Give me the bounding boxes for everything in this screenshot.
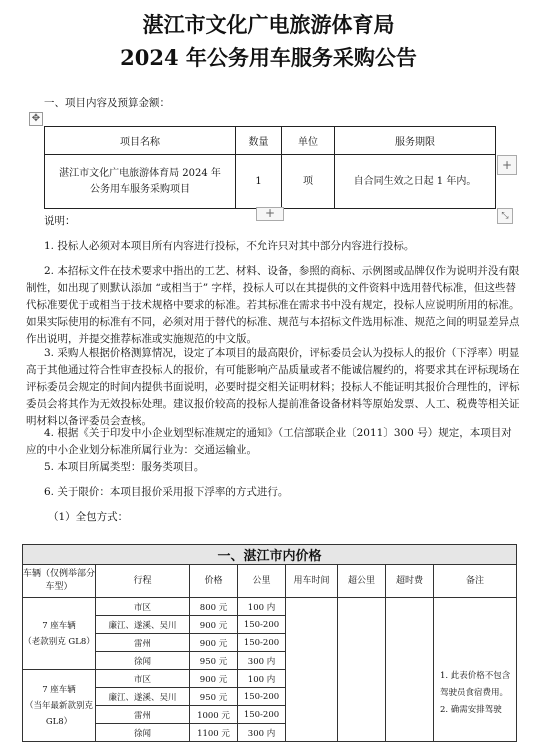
note-paragraph-4: 4. 根据《关于印发中小企业划型标准规定的通知》（工信部联企业〔2011〕300 号）规定，本项目对应的中小企业划分标准所属行业为：交通运输业。 [26,427,512,456]
note-paragraph-5: 5. 本项目所属类型：服务类项目。 [44,461,205,473]
use-time-cell [286,598,338,742]
km-cell: 150-200 [238,616,286,634]
remark-cell: 1. 此表价格不包含驾驶员食宿费用。 2. 确需安排驾驶 [434,598,517,742]
price-header-overtime-fee: 超时费 [386,565,434,598]
km-cell: 150-200 [238,634,286,652]
price-header-remark: 备注 [434,565,517,598]
route-cell: 市区 [96,598,190,616]
price-cell: 1100 元 [190,724,238,742]
km-cell: 100 内 [238,670,286,688]
note-paragraph-7: （1）全包方式： [48,511,129,523]
table-move-handle-icon[interactable]: ✥ [29,112,43,126]
route-cell: 雷州 [96,706,190,724]
col-header-name: 项目名称 [45,127,236,155]
route-cell: 徐闻 [96,652,190,670]
project-table [44,126,496,209]
price-cell: 800 元 [190,598,238,616]
price-header-vehicle: 车辆（仅例举部分车型） [23,565,96,598]
note-paragraph-1: 1. 投标人必须对本项目所有内容进行投标，不允许只对其中部分内容进行投标。 [44,240,415,252]
route-cell: 徐闻 [96,724,190,742]
project-name-line2: 公务用车服务采购项目 [90,183,190,195]
price-table [22,544,517,742]
note-paragraph-3: 3. 采购人根据价格测算情况，设定了本项目的最高限价，评标委员会认为投标人的报价（下浮率）明显高于其他通过符合性审查投标人的报价，有可能影响产品质量或者不能诚信履约的，将要求其在评标现场在评标委员会规定的时间内提供书面说明，必要时提交相关证明材料；投标人不能证明其报价合理性的，评标委员会将其作为无效投标处理。建议报价较高的投标人提前准备设备材料等原始发票、人工、税费等相关证明材料以备评委员会查核。 [26,347,520,427]
route-cell: 廉江、遂溪、吴川 [96,688,190,706]
overtime-fee-cell [386,598,434,742]
km-cell: 300 内 [238,724,286,742]
price-cell: 900 元 [190,670,238,688]
price-cell: 900 元 [190,616,238,634]
notes-label: 说明： [44,215,76,227]
note-paragraph-2: 2. 本招标文件在技术要求中指出的工艺、材料、设备，参照的商标、示例图或品牌仅作为说明并没有限制性，如出现了则默认添加 “或相当于” 字样，投标人可以在其提供的文件资料中选用替代标准，但这些替代标准要优于或相当于技术规格中要求的标准。若其标准在需求书中没有规定，投标人应说明所用的标准。如果实际使用的标准有不同，必须对用于替代的标准、规范与本招标文件选用标准、规范之间的明显差异点作出说明，并提交推荐标准或实施规范的中文版。 [26,265,520,345]
document-title: 湛江市文化广电旅游体育局 [142,12,395,37]
col-header-period: 服务期限 [335,127,496,155]
price-header-over-km: 超公里 [338,565,386,598]
project-qty-cell: 1 [236,155,282,209]
price-header-price: 价格 [190,565,238,598]
project-name-line1: 湛江市文化广电旅游体育局 2024 年 [59,167,221,179]
price-header-km: 公里 [238,565,286,598]
table-resize-icon[interactable]: ⤡ [497,208,513,224]
over-km-cell [338,598,386,742]
price-cell: 900 元 [190,634,238,652]
project-unit-cell: 项 [282,155,335,209]
route-cell: 廉江、遂溪、吴川 [96,616,190,634]
price-cell: 950 元 [190,652,238,670]
price-cell: 1000 元 [190,706,238,724]
project-period-cell: 自合同生效之日起 1 年内。 [335,155,496,209]
vehicle-cell-new-gl8: 7 座车辆 （当年最新款别克 GL8） [23,670,96,742]
price-cell: 950 元 [190,688,238,706]
price-header-use-time: 用车时间 [286,565,338,598]
col-header-unit: 单位 [282,127,335,155]
note-paragraph-6: 6. 关于限价：本项目报价采用报下浮率的方式进行。 [44,486,289,498]
route-cell: 市区 [96,670,190,688]
price-table-title: 一、湛江市内价格 [23,545,517,565]
price-header-route: 行程 [96,565,190,598]
add-column-icon[interactable]: + [497,155,517,175]
km-cell: 300 内 [238,652,286,670]
project-name-cell [45,155,236,209]
section-heading-project-content: 一、项目内容及预算金额： [44,97,170,109]
vehicle-cell-old-gl8: 7 座车辆 （老款别克 GL8） [23,598,96,670]
km-cell: 150-200 [238,706,286,724]
km-cell: 150-200 [238,688,286,706]
add-row-icon[interactable]: + [256,207,284,221]
document-subtitle: 2024 年公务用车服务采购公告 [120,45,417,70]
km-cell: 100 内 [238,598,286,616]
col-header-qty: 数量 [236,127,282,155]
route-cell: 雷州 [96,634,190,652]
